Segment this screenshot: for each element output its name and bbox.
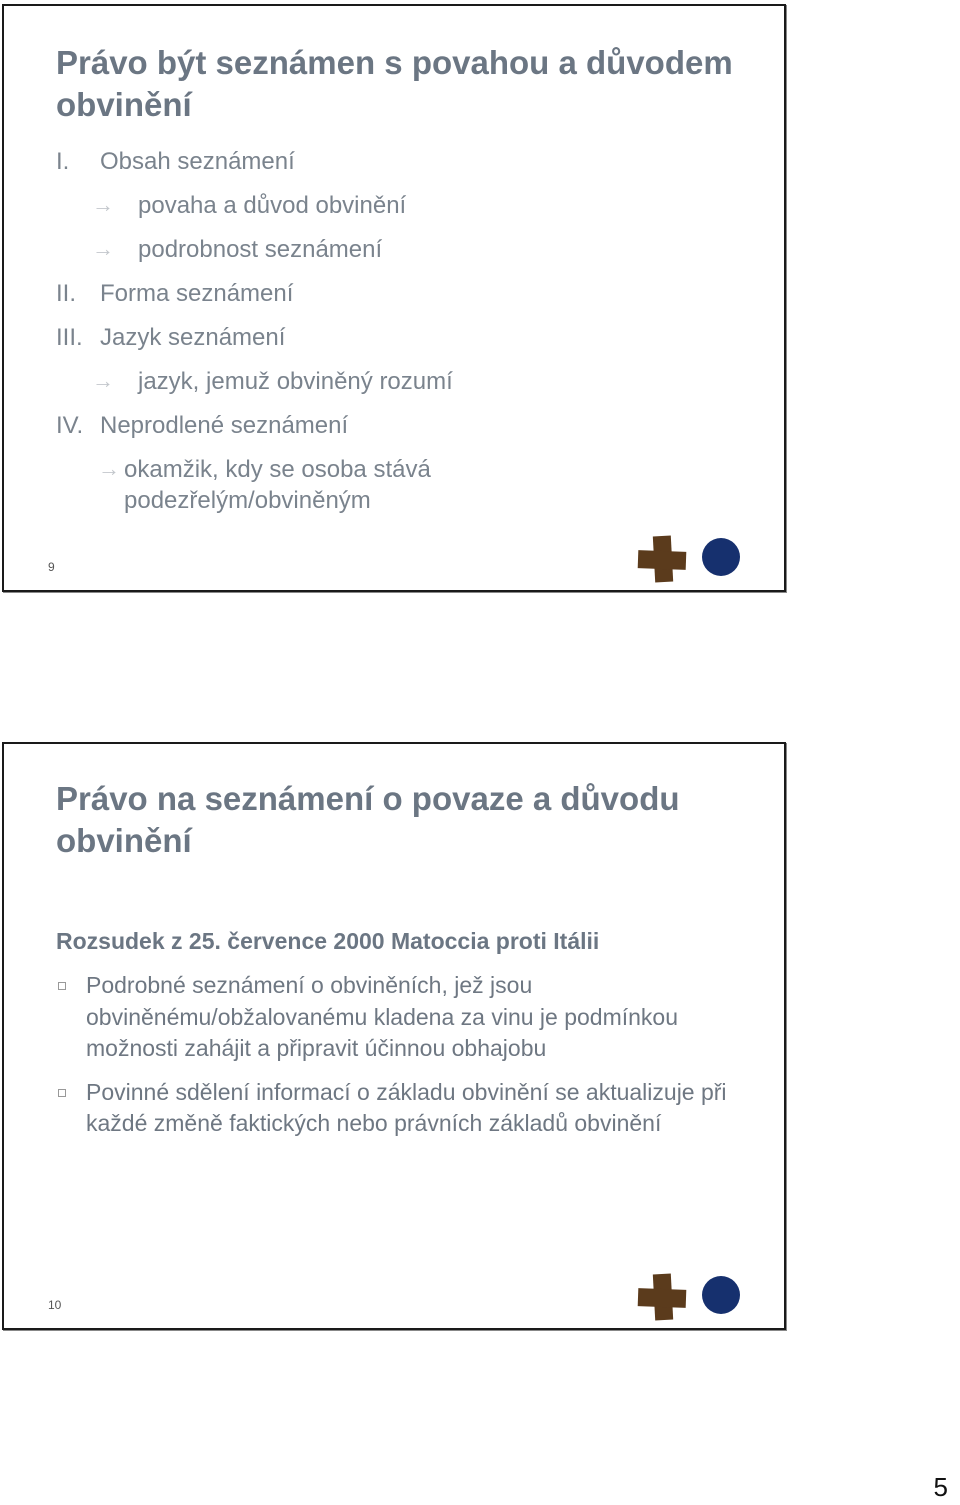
outline-number: IV. bbox=[56, 412, 84, 439]
outline-number: II. bbox=[56, 280, 77, 307]
bullet-list bbox=[56, 970, 736, 1152]
bullet-text: Povinné sdělení informací o základu obvinění se aktualizuje při každé změně faktických nebo právních základů obvinění bbox=[86, 1078, 727, 1136]
slide-title: Právo na seznámení o povaze a důvodu obvinění bbox=[56, 780, 680, 859]
bullet-item bbox=[56, 970, 736, 1065]
arrow-icon: → bbox=[98, 456, 120, 481]
outline-number: I. bbox=[56, 148, 70, 175]
slide-subheading: Rozsudek z 25. července 2000 Matoccia proti Itálii bbox=[56, 928, 600, 954]
page-number: 5 bbox=[933, 1472, 948, 1502]
logo bbox=[638, 1274, 748, 1324]
bullet-text: Podrobné seznámení o obviněních, jež jsou obviněnému/obžalovanému kladena za vinu je podmínkou možnosti zahájit a připravit účinnou obhajobu bbox=[86, 972, 679, 1061]
cross-icon bbox=[638, 1274, 690, 1324]
cross-icon bbox=[638, 536, 690, 586]
outline-number: III. bbox=[56, 324, 83, 351]
slide-9 bbox=[2, 4, 786, 592]
circle-icon bbox=[702, 538, 740, 576]
slide-title: Právo být seznámen s povahou a důvodem obvinění bbox=[56, 44, 733, 123]
outline-text: Neprodlené seznámení bbox=[100, 412, 349, 439]
outline-subitem-continuation: podezřelým/obviněným bbox=[124, 487, 371, 514]
square-bullet-icon bbox=[58, 982, 66, 990]
subitem-text: podrobnost seznámení bbox=[138, 236, 383, 263]
outline-text: Forma seznámení bbox=[100, 280, 294, 307]
square-bullet-icon bbox=[58, 1089, 66, 1097]
bullet-item bbox=[56, 1077, 736, 1140]
arrow-icon: → bbox=[92, 192, 114, 217]
subitem-text: jazyk, jemuž obviněný rozumí bbox=[138, 368, 453, 395]
circle-icon bbox=[702, 1276, 740, 1314]
logo bbox=[638, 536, 748, 586]
arrow-icon: → bbox=[92, 236, 114, 261]
slide-number: 10 bbox=[48, 1298, 62, 1312]
subitem-text: okamžik, kdy se osoba stává bbox=[124, 456, 431, 483]
outline-text: Obsah seznámení bbox=[100, 148, 295, 175]
outline-text: Jazyk seznámení bbox=[100, 324, 286, 351]
arrow-icon: → bbox=[92, 368, 114, 393]
slide-10 bbox=[2, 742, 786, 1330]
slide-number: 9 bbox=[48, 560, 55, 574]
subitem-text: povaha a důvod obvinění bbox=[138, 192, 407, 219]
